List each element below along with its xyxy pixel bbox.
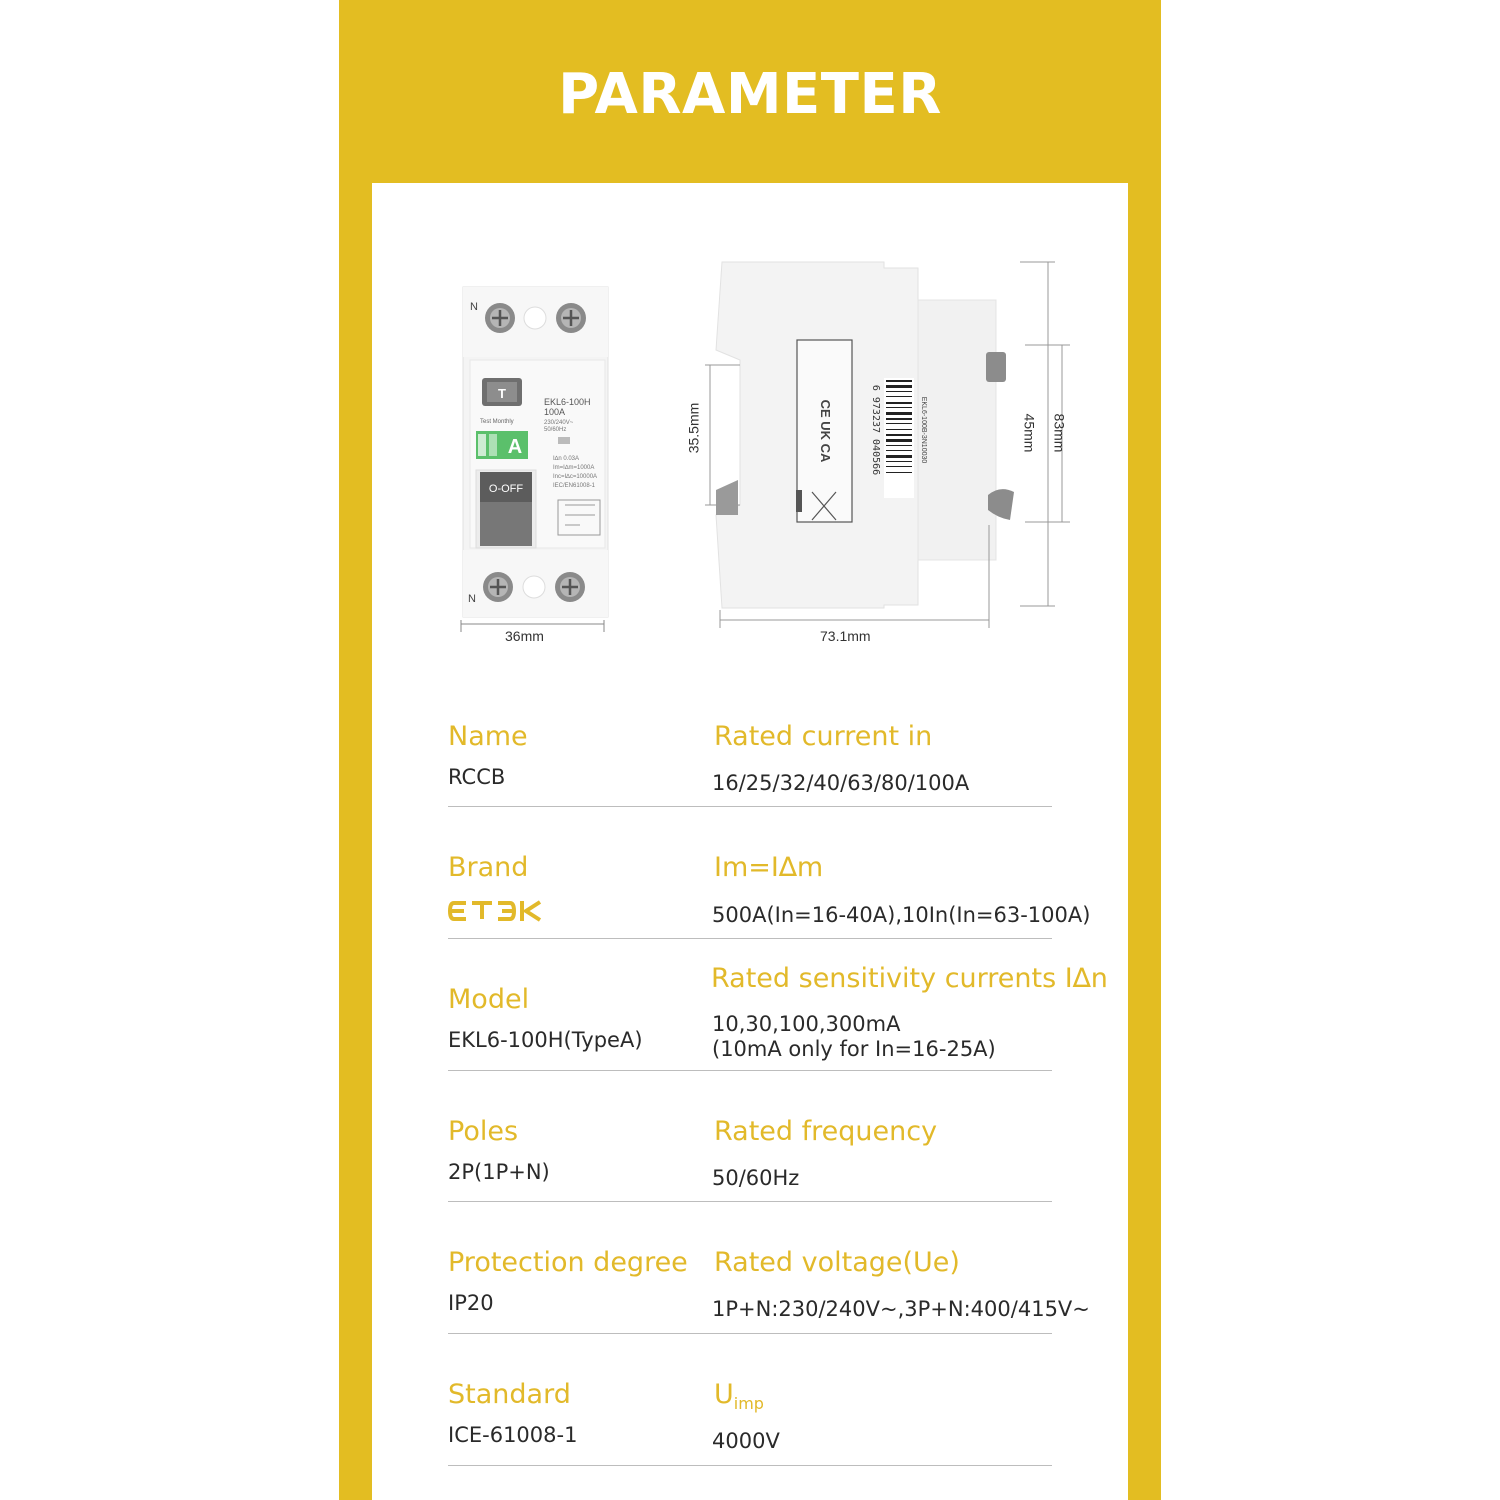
front-spec3: Inc=I∆c=10000A [553,474,598,480]
pole-label-bottom: N [468,593,476,605]
param-label-frequency: Rated frequency [714,1116,938,1147]
front-spec1: I∆n 0.03A [553,456,580,462]
param-label-uimp [714,1379,764,1413]
param-label-rated-current: Rated current in [714,721,933,752]
param-label-standard: Standard [448,1379,571,1410]
front-model-line2: 100A [544,407,566,417]
uimp-sub: imp [733,1394,764,1413]
dim-height-left: 35.5mm [685,402,702,454]
param-label-poles: Poles [448,1116,519,1147]
param-label-im: Im=I∆m [714,852,824,883]
front-model-line3: 230/240V~ [544,420,574,426]
screw-icon [556,303,586,333]
front-model-line4: 50/60Hz [544,427,567,433]
device-drawings [0,0,1500,700]
pole-label-top: N [470,301,478,313]
screw-icon [483,572,513,602]
param-value-standard: ICE-61008-1 [448,1423,578,1447]
param-label-brand: Brand [448,852,529,883]
dim-front-width: 36mm [505,628,544,644]
dim-height-mid: 45mm [1021,413,1038,453]
type-letter: A [507,436,523,458]
param-label-model: Model [448,984,530,1015]
param-value-sensitivity-line1: 10,30,100,300mA [712,1012,901,1036]
param-label-voltage: Rated voltage(Ue) [714,1247,960,1278]
uimp-main: U [714,1379,734,1410]
side-code-label: EKL6-100B-3N10030 [920,396,927,464]
param-label-name: Name [448,721,528,752]
page-title: PARAMETER [558,62,942,127]
row-divider [448,1070,1052,1071]
param-value-uimp: 4000V [712,1429,780,1453]
param-value-poles: 2P(1P+N) [448,1160,550,1184]
switch-label: O-OFF [488,483,524,495]
side-view [705,262,1070,628]
brand-logo [448,899,544,929]
test-note: Test Monthly [480,419,514,425]
screw-icon [555,572,585,602]
param-label-protection: Protection degree [448,1247,688,1278]
dim-side-width: 73.1mm [820,628,871,644]
cert-marks: CE UK CA [818,399,833,463]
param-value-sensitivity-line2: (10mA only for In=16-25A) [712,1037,996,1061]
param-value-frequency: 50/60Hz [712,1166,800,1190]
front-model-line1: EKL6-100H [544,397,591,407]
row-divider [448,1465,1052,1466]
param-value-model: EKL6-100H(TypeA) [448,1028,643,1052]
row-divider [448,1333,1052,1334]
etek-logo-icon [448,899,544,923]
front-spec2: Im=I∆m=1000A [553,465,595,471]
row-divider [448,806,1052,807]
param-label-sensitivity: Rated sensitivity currents I∆n [711,963,1108,994]
dim-height-total: 83mm [1051,413,1068,453]
param-value-rated-current: 16/25/32/40/63/80/100A [712,771,970,795]
barcode [884,378,914,498]
param-value-name: RCCB [448,765,506,789]
barcode-number: 6 973237 040566 [870,384,881,476]
front-spec4: IEC/EN61008-1 [553,483,596,489]
front-view [461,287,608,632]
param-value-voltage: 1P+N:230/240V~,3P+N:400/415V~ [712,1297,1090,1321]
test-button-label: T [498,386,506,401]
param-value-protection: IP20 [448,1291,494,1315]
row-divider [448,938,1052,939]
param-value-im: 500A(In=16-40A),10In(In=63-100A) [712,903,1091,927]
screw-icon [485,303,515,333]
row-divider [448,1201,1052,1202]
